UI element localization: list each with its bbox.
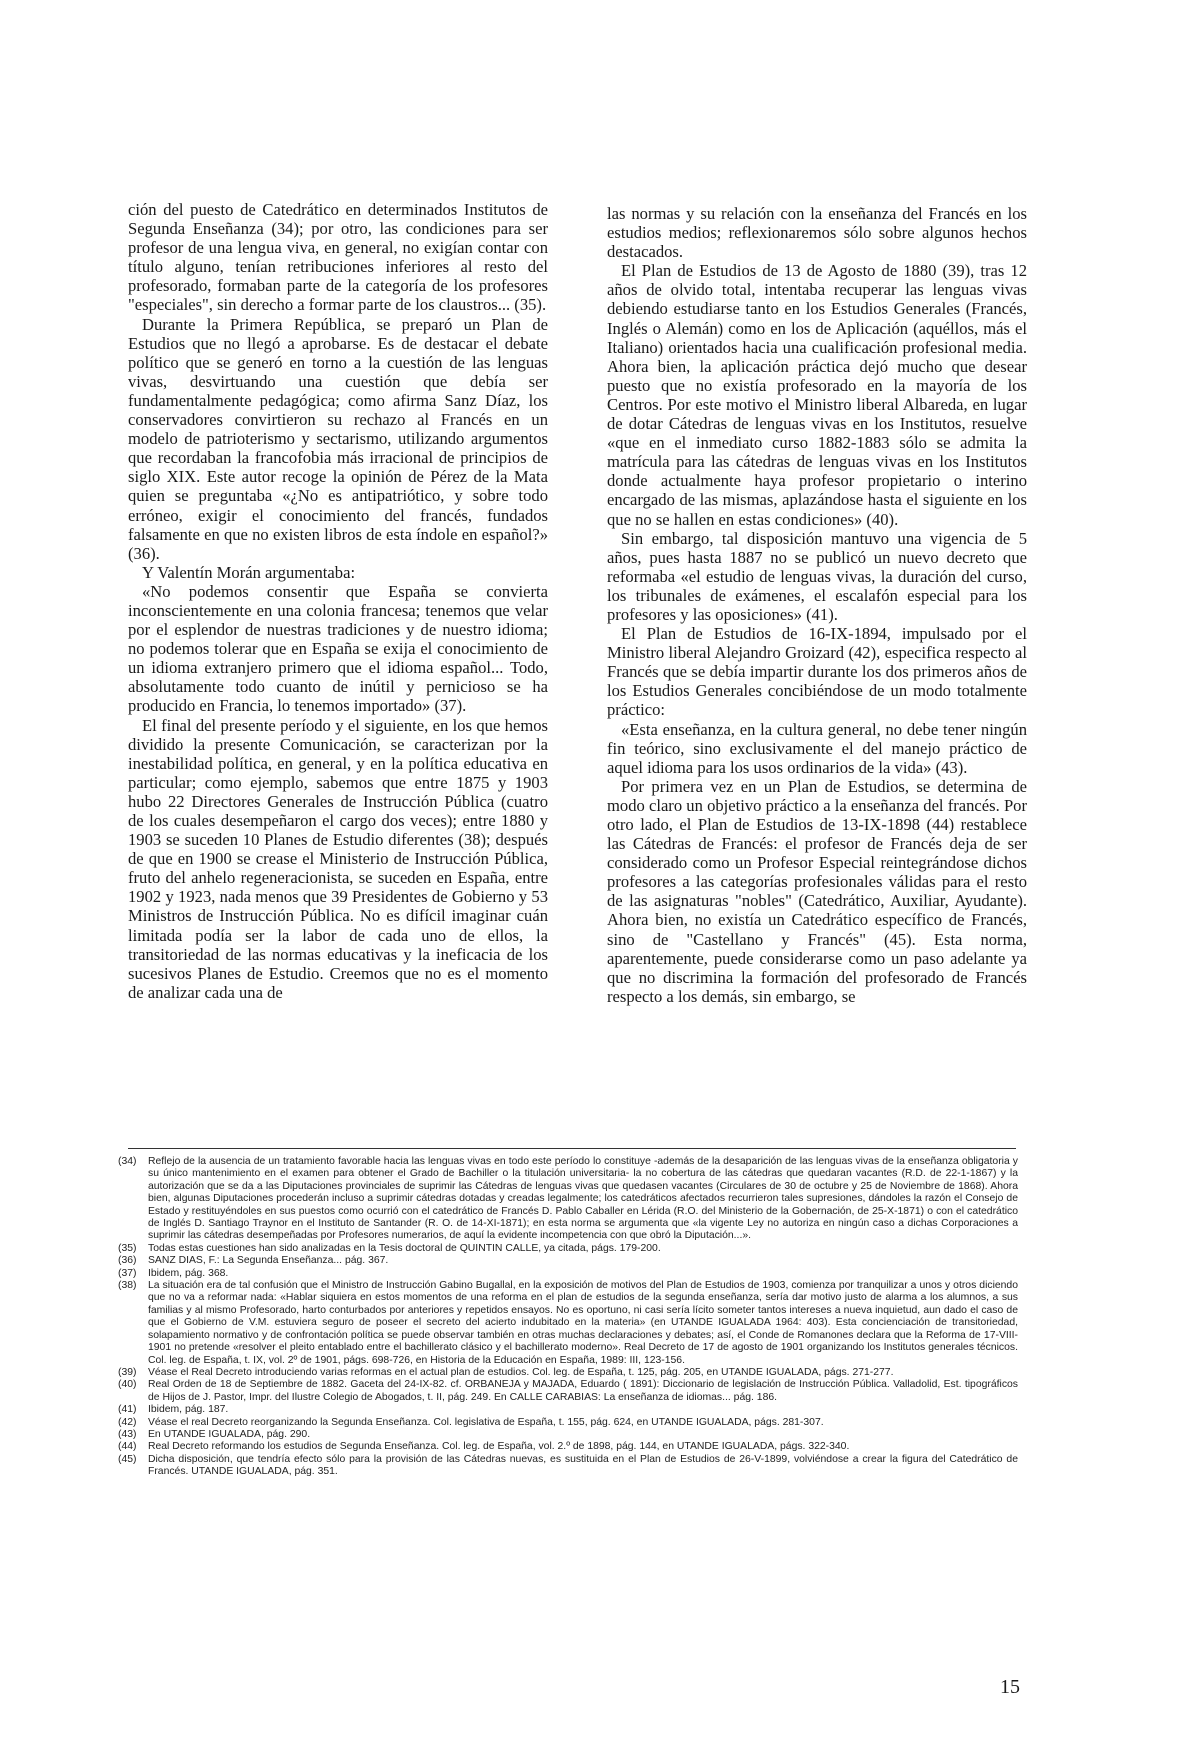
paragraph: Por primera vez en un Plan de Estudios, se determina de modo claro un objetivo práctico a la enseñanza del francés. Por otro lado, el Plan de Estudios de 13-IX-1898 (44) restablece las Cátedras de Francés: el profesor de Francés deja de ser considerado como un Profesor Especial reintegrándose dichos profesores a las categorías profesionales válidas para el resto de las asignaturas "nobles" (Catedrático, Auxiliar, Ayudante). Ahora bien, no existía un Catedrático específico de Francés, sino de "Castellano y Francés" (45). Esta norma, aparentemente, puede considerarse como un paso adelante ya que no discrimina la formación del profesorado de Francés respecto a los demás, sin embargo, se [607, 776, 1027, 1006]
right-column [607, 204, 1027, 1006]
paragraph: Sin embargo, tal disposición mantuvo una vigencia de 5 años, pues hasta 1887 no se publicó un nuevo decreto que reformaba «el estudio de lenguas vivas, la duración del curso, los tribunales de exámenes, el escalafón especial para los profesores y las oposiciones» (41). [607, 528, 1027, 624]
paragraph: las normas y su relación con la enseñanza del Francés en los estudios medios; reflexionaremos sólo sobre algunos hechos destacados. [607, 204, 1027, 262]
footnote [118, 1404, 1018, 1416]
footnote-text: Véase el Real Decreto introduciendo varias reformas en el actual plan de estudios. Col. leg. de España, t. 125, pág. 205, en UTANDE IGUALADA, págs. 271-277. [148, 1366, 894, 1378]
footnote-text: Reflejo de la ausencia de un tratamiento favorable hacia las lenguas vivas en todo este período lo constituye -además de la desaparición de las lenguas vivas de la enseñanza obligatoria y su único mantenimiento en el examen para obtener el Grado de Bachiller o la titulación universitaria- la no cobertura de las cátedras que quedaran vacantes (R.D. de 22-1-1867) y la autorización que se da a las Diputaciones provinciales de suprimir las Cátedras de lenguas vivas que quedasen vacantes (Circulares de 30 de octubre y 25 de Noviembre de 1868). Ahora bien, algunas Diputaciones procederán incluso a suprimir cátedras dotadas y creadas legalmente; los catedráticos afectados recurrieron tales supresiones, dándoles la razón el Consejo de Estado y restituyéndoles en sus puestos como ocurrió con el catedrático de Francés D. Pablo Caballer en Lérida (R.O. del Ministerio de la Gobernación, de 25-X-1871) o con el catedrático de Inglés D. Santiago Traynor en el Instituto de Santander (R. O. de 14-XI-1871); en esta norma se argumenta que «la vigente Ley no autoriza en ningún caso a dichas Corporaciones a suprimir las cátedras desempeñadas por Profesores numerarios, de aquí la evidente incompetencia con que obró la Diputación...». [148, 1156, 1018, 1242]
footnote [118, 1268, 1018, 1280]
footnote-text: Véase el real Decreto reorganizando la Segunda Enseñanza. Col. legislativa de España, t. 155, pág. 624, en UTANDE IGUALADA, págs. 281-307. [148, 1416, 824, 1428]
block-quote: «Esta enseñanza, en la cultura general, no debe tener ningún fin teórico, sino exclusivamente el del manejo práctico de aquel idioma para los usos ordinarios de la vida» (43). [607, 719, 1027, 777]
footnote [118, 1243, 1018, 1255]
footnote-text: SANZ DIAS, F.: La Segunda Enseñanza... pág. 367. [148, 1255, 389, 1267]
footnote-divider [128, 1148, 1016, 1149]
paragraph: El Plan de Estudios de 16-IX-1894, impulsado por el Ministro liberal Alejandro Groizard (42), especifica respecto al Francés que se debía impartir durante los dos primeros años de los Estudios Generales concibiéndose de un modo totalmente práctico: [607, 624, 1027, 720]
footnote-text: La situación era de tal confusión que el Ministro de Instrucción Gabino Bugallal, en la exposición de motivos del Plan de Estudios de 1903, comienza por tranquilizar a unos y otros diciendo que no va a reformar nada: «Hablar siquiera en estos momentos de una reforma en el plan de estudios de la segunda enseñanza, sería dar motivo justo de alarma a los alumnos, a sus familias y al mismo Profesorado, harto conturbados por anteriores y repetidos ensayos. No es oportuno, ni casi sería lícito someter tantos intereses a nueva inquietud, aun dado el caso de que el Gobierno de V.M. estuviera seguro de poseer el secreto del acierto indubitado en la materia» (en UTANDE IGUALADA 1964: 403). Esta concienciación de transitoriedad, solapamiento normativo y de confrontación política se puede observar también en otras muchas declaraciones y debates; así, el Conde de Romanones declara que la Reforma de 17-VIII-1901 no pretende «resolver el pleito entablado entre el bachillerato clásico y el bachillerato moderno». Real Decreto de 17 de agosto de 1901 organizando los Institutos generales técnicos. Col. leg. de España, t. IX, vol. 2º de 1901, págs. 698-726, en Historia de la Educación en España, 1989: III, 123-156. [148, 1280, 1018, 1366]
paragraph: El final del presente período y el siguiente, en los que hemos dividido la presente Comunicación, se caracterizan por la inestabilidad política, en general, y en la política educativa en particular; como ejemplo, sabemos que entre 1875 y 1903 hubo 22 Directores Generales de Instrucción Pública (cuatro de los cuales desempeñaron el cargo dos veces); entre 1880 y 1903 se suceden 10 Planes de Estudio diferentes (38); después de que en 1900 se crease el Ministerio de Instrucción Pública, fruto del anhelo regeneracionista, se suceden en España, entre 1902 y 1923, nada menos que 39 Presidentes de Gobierno y 53 Ministros de Instrucción Pública. No es difícil imaginar cuán limitada podía ser la labor de cada uno de ellos, la transitoriedad de las normas educativas y la ineficacia de los sucesivos Planes de Estudio. Creemos que no es el momento de analizar cada una de [128, 715, 548, 1002]
footnote-text: Ibidem, pág. 187. [148, 1404, 229, 1416]
page-number: 15 [1000, 1676, 1020, 1698]
footnote [118, 1156, 1018, 1243]
footnote-number: (36) [118, 1255, 137, 1267]
footnote-text: Ibidem, pág. 368. [148, 1267, 229, 1279]
paragraph: Durante la Primera República, se preparó un Plan de Estudios que no llegó a aprobarse. Es de destacar el debate político que se generó en torno a la cuestión de las lenguas vivas, desvirtuando una cuestión que debía ser fundamentalmente pedagógica; como afirma Sanz Díaz, los conservadores convirtieron su rechazo al Francés en un modelo de patrioterismo y sectarismo, utilizando argumentos que recordaban la francofobia más irracional de principios de siglo XIX. Este autor recoge la opinión de Pérez de la Mata quien se preguntaba «¿No es antipatriótico, y sobre todo erróneo, exigir el conocimiento del francés, fundados falsamente en que no existen libros de esta índole en español?» (36). [128, 314, 548, 563]
footnote-number: (42) [118, 1416, 137, 1428]
footnote-number: (44) [118, 1441, 137, 1453]
footnote-number: (37) [118, 1267, 137, 1279]
footnote-number: (39) [118, 1366, 137, 1378]
footnote-number: (34) [118, 1156, 137, 1167]
footnote [118, 1255, 1018, 1267]
paragraph: Y Valentín Morán argumentaba: [142, 562, 356, 582]
footnote-text: Real Orden de 18 de Septiembre de 1882. Gaceta del 24-IX-82. cf. ORBANEJA y MAJADA, Eduardo ( 1891): Diccionario de legislación de Instrucción Pública. Valladolid, Est. tipográficos de Hijos de J. Pastor, Impr. del Ilustre Colegio de Abogados, t. II, pág. 249. En CALLE CARABIAS: La enseñanza de idiomas... pág. 186. [148, 1379, 1018, 1403]
footnote [118, 1441, 1018, 1453]
footnote-text: Todas estas cuestiones han sido analizadas en la Tesis doctoral de QUINTIN CALLE, ya citada, págs. 179-200. [148, 1242, 661, 1254]
footnote [118, 1367, 1018, 1379]
paragraph: El Plan de Estudios de 13 de Agosto de 1880 (39), tras 12 años de olvido total, intentaba recuperar las lenguas vivas debiendo estudiarse tanto en los Estudios Generales (Francés, Inglés o Alemán) como en los de Aplicación (aquéllos, más el Italiano) orientados hacia una cualificación profesional media. Ahora bien, la aplicación práctica dejó mucho que desear puesto que no existía profesorado en la mayoría de los Centros. Por este motivo el Ministro liberal Albareda, en lugar de dotar Cátedras de lenguas vivas en los Institutos, resuelve «que en el inmediato curso 1882-1883 sólo se admita la matrícula para las cátedras de lenguas vivas en los Institutos donde actualmente haya profesor propietario o interino encargado de las mismas, aplazándose hasta el siguiente en los que no se hallen en estas condiciones» (40). [607, 261, 1027, 529]
footnote-number: (38) [118, 1280, 137, 1292]
footnote-text: Real Decreto reformando los estudios de Segunda Enseñanza. Col. leg. de España, vol. 2.º de 1898, pág. 144, en UTANDE IGUALADA, págs. 322-340. [148, 1441, 850, 1453]
block-quote: «No podemos consentir que España se convierta inconscientemente en una colonia francesa; tenemos que velar por el esplendor de nuestras tradiciones y de nuestro idioma; no podemos tolerar que en España se exija el conocimiento de un idioma extranjero primero que el idioma español... Todo, absolutamente todo cuanto de inútil y pernicioso se ha producido en Francia, lo tenemos importado» (37). [128, 581, 548, 716]
footnote-number: (45) [118, 1453, 137, 1465]
footnote-text: En UTANDE IGUALADA, pág. 290. [148, 1428, 311, 1440]
footnote-number: (41) [118, 1404, 137, 1416]
footnote-text: Dicha disposición, que tendría efecto sólo para la provisión de las Cátedras nuevas, es sustituida en el Plan de Estudios de 26-V-1899, volviéndose a crear la figura del Catedrático de Francés. UTANDE IGUALADA, pág. 351. [148, 1453, 1018, 1478]
footnote-number: (35) [118, 1242, 137, 1254]
footnote [118, 1417, 1018, 1429]
footnote-number: (40) [118, 1379, 137, 1391]
footnote [118, 1280, 1018, 1367]
paragraph: ción del puesto de Catedrático en determinados Institutos de Segunda Enseñanza (34); por otro, las condiciones para ser profesor de una lengua viva, en general, no exigían contar con título alguno, tenían retribuciones inferiores al resto del profesorado, formaban parte de la categoría de los profesores "especiales", sin derecho a formar parte de los claustros... (35). [128, 200, 548, 315]
footnotes [118, 1156, 1018, 1479]
footnote [118, 1429, 1018, 1441]
left-column [128, 200, 548, 1002]
footnote [118, 1454, 1018, 1479]
footnote-number: (43) [118, 1428, 137, 1440]
footnote [118, 1379, 1018, 1404]
